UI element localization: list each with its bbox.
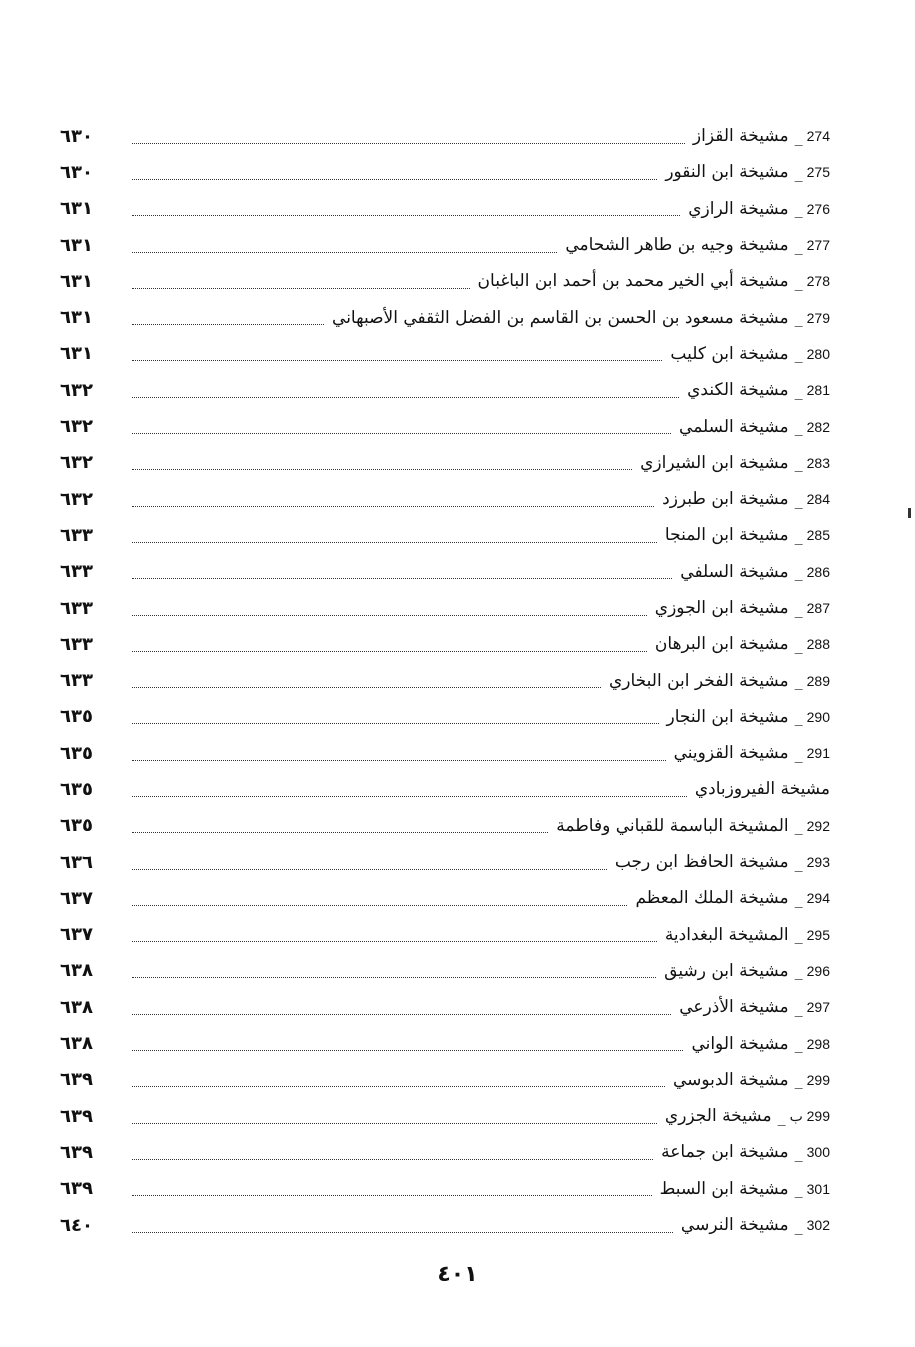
entry-separator: _	[794, 525, 803, 545]
dot-leader	[132, 252, 557, 253]
entry-title: مشيخة القزاز	[692, 126, 789, 147]
entry-number: 293	[806, 854, 830, 871]
entry-page-number: ٦٣٢	[60, 379, 93, 401]
entry-separator: _	[794, 271, 803, 291]
entry-separator: _	[794, 1070, 803, 1090]
entry-title: مشيخة ابن طبرزد	[662, 489, 789, 510]
entry-page-number: ٦٣١	[60, 198, 93, 220]
dot-leader	[132, 1232, 673, 1233]
entry-separator: _	[794, 1142, 803, 1162]
entry-page-number: ٦٣٢	[60, 416, 93, 438]
entry-number: 295	[806, 926, 830, 943]
entry-page-number: ٦٣٥	[60, 706, 93, 728]
entry-title: مشيخة ابن جماعة	[661, 1142, 789, 1163]
entry-title: مشيخة الرازي	[688, 198, 789, 219]
entry-separator: _	[794, 852, 803, 872]
entry-separator: _	[794, 961, 803, 981]
toc-entry	[60, 699, 830, 735]
entry-number: 291	[806, 745, 830, 762]
entry-number: 301	[806, 1180, 830, 1197]
dot-leader	[132, 1195, 652, 1196]
entry-title: مشيخة ابن كليب	[670, 343, 789, 364]
toc-entry	[60, 1171, 830, 1207]
entry-separator: _	[794, 562, 803, 582]
entry-page-number: ٦٣٧	[60, 924, 93, 946]
entry-separator: _	[794, 816, 803, 836]
entry-page-number: ٦٣٥	[60, 815, 93, 837]
entry-title: مشيخة مسعود بن الحسن بن القاسم بن الفضل الثقفي الأصبهاني	[332, 307, 789, 328]
entry-title: مشيخة ابن الشيرازي	[640, 452, 789, 473]
entry-number: 279	[806, 309, 830, 326]
entry-number: 290	[806, 708, 830, 725]
toc-entry	[60, 626, 830, 662]
entry-page-number: ٦٣٣	[60, 561, 93, 583]
toc-entry	[60, 1025, 830, 1061]
entry-title: مشيخة وجيه بن طاهر الشحامي	[565, 235, 789, 256]
entry-title: مشيخة أبي الخير محمد بن أحمد ابن الباغبان	[477, 271, 789, 292]
entry-separator: _	[794, 671, 803, 691]
entry-title: مشيخة ابن النجار	[666, 706, 789, 727]
toc-entry	[60, 154, 830, 190]
entry-number: 292	[806, 817, 830, 834]
entry-title: مشيخة الجزري	[664, 1106, 772, 1127]
toc-entry	[60, 1207, 830, 1243]
toc-entry	[60, 590, 830, 626]
entry-number: 294	[806, 890, 830, 907]
toc-entry	[60, 1062, 830, 1098]
dot-leader	[132, 1014, 671, 1015]
entry-number: 275	[806, 164, 830, 181]
dot-leader	[132, 796, 687, 797]
dot-leader	[132, 288, 470, 289]
entry-separator: _	[794, 1034, 803, 1054]
entry-separator: _	[794, 489, 803, 509]
table-of-contents	[60, 118, 830, 1243]
entry-number: 280	[806, 345, 830, 362]
entry-title: مشيخة النرسي	[680, 1215, 789, 1236]
entry-page-number: ٦٣١	[60, 343, 93, 365]
toc-entry	[60, 808, 830, 844]
entry-page-number: ٦٣٣	[60, 524, 93, 546]
entry-page-number: ٦٣٢	[60, 452, 93, 474]
dot-leader	[132, 651, 647, 652]
entry-page-number: ٦٣٩	[60, 1178, 93, 1200]
entry-number: 300	[806, 1144, 830, 1161]
dot-leader	[132, 578, 672, 579]
entry-number: 286	[806, 563, 830, 580]
entry-page-number: ٦٣٩	[60, 1105, 93, 1127]
entry-separator: _	[794, 344, 803, 364]
entry-number: 277	[806, 237, 830, 254]
entry-page-number: ٦٣٠	[60, 161, 93, 183]
entry-title: مشيخة ابن رشيق	[664, 960, 789, 981]
entry-number: 282	[806, 418, 830, 435]
entry-separator: _	[794, 1179, 803, 1199]
entry-title: المشيخة الباسمة للقباني وفاطمة	[556, 815, 789, 836]
entry-separator: _	[794, 380, 803, 400]
entry-title: مشيخة الكندي	[687, 380, 789, 401]
entry-number: 288	[806, 636, 830, 653]
dot-leader	[132, 215, 680, 216]
entry-number: 299 ب	[789, 1107, 830, 1124]
entry-title: مشيخة الدبوسي	[672, 1069, 789, 1090]
entry-number: 287	[806, 600, 830, 616]
entry-separator: _	[794, 925, 803, 945]
dot-leader	[132, 687, 601, 688]
toc-entry	[60, 1098, 830, 1134]
entry-separator: _	[794, 235, 803, 255]
entry-number: 281	[806, 382, 830, 399]
toc-entry	[60, 299, 830, 335]
entry-separator: _	[794, 199, 803, 219]
entry-number: 274	[806, 128, 830, 145]
entry-number: 299	[806, 1071, 830, 1088]
toc-entry	[60, 118, 830, 154]
entry-number: 283	[806, 454, 830, 471]
entry-separator: _	[777, 1106, 786, 1126]
entry-title: مشيخة ابن البرهان	[654, 634, 789, 655]
entry-separator: _	[794, 888, 803, 908]
entry-separator: _	[794, 417, 803, 437]
toc-entry	[60, 408, 830, 444]
toc-entry	[60, 554, 830, 590]
entry-page-number: ٦٣٣	[60, 597, 93, 619]
entry-title: مشيخة ابن النقور	[665, 162, 789, 183]
toc-entry	[60, 771, 830, 807]
entry-page-number: ٦٣٧	[60, 887, 93, 909]
entry-page-number: ٦٣٥	[60, 778, 93, 800]
entry-title: مشيخة الأذرعي	[679, 997, 789, 1018]
entry-separator: _	[794, 634, 803, 654]
entry-separator: _	[794, 743, 803, 763]
dot-leader	[132, 905, 627, 906]
toc-entry	[60, 662, 830, 698]
dot-leader	[132, 1123, 657, 1124]
entry-page-number: ٦٣٨	[60, 996, 93, 1018]
entry-page-number: ٦٣٩	[60, 1141, 93, 1163]
toc-entry	[60, 989, 830, 1025]
entry-title: مشيخة الفخر ابن البخاري	[608, 670, 789, 691]
dot-leader	[132, 869, 607, 870]
dot-leader	[132, 542, 657, 543]
toc-entry	[60, 1134, 830, 1170]
toc-entry	[60, 917, 830, 953]
entry-title: المشيخة البغدادية	[664, 924, 789, 945]
dot-leader	[132, 723, 659, 724]
toc-entry	[60, 735, 830, 771]
entry-separator: _	[794, 162, 803, 182]
entry-page-number: ٦٣١	[60, 234, 93, 256]
entry-page-number: ٦٣٨	[60, 960, 93, 982]
dot-leader	[132, 433, 671, 434]
entry-number: 276	[806, 200, 830, 217]
entry-page-number: ٦٣٦	[60, 851, 93, 873]
entry-separator: _	[794, 997, 803, 1017]
entry-number: 296	[806, 962, 830, 979]
toc-entry	[60, 372, 830, 408]
toc-entry	[60, 517, 830, 553]
entry-page-number: ٦٣٢	[60, 488, 93, 510]
entry-number: 298	[806, 1035, 830, 1052]
entry-number: 302	[806, 1217, 830, 1234]
dot-leader	[132, 179, 657, 180]
entry-number: 285	[806, 527, 830, 544]
dot-leader	[132, 941, 657, 942]
dot-leader	[132, 615, 647, 616]
entry-title: مشيخة القزويني	[673, 743, 789, 764]
entry-title: مشيخة ابن السبط	[659, 1178, 789, 1199]
toc-entry	[60, 844, 830, 880]
toc-entry	[60, 880, 830, 916]
entry-title: مشيخة السلمي	[679, 416, 789, 437]
entry-number: 289	[806, 672, 830, 689]
entry-title: مشيخة الواني	[691, 1033, 789, 1054]
entry-page-number: ٦٣٣	[60, 633, 93, 655]
entry-separator: _	[794, 308, 803, 328]
dot-leader	[132, 324, 324, 325]
entry-page-number: ٦٣١	[60, 307, 93, 329]
toc-entry	[60, 445, 830, 481]
toc-entry	[60, 191, 830, 227]
entry-page-number: ٦٤٠	[60, 1214, 93, 1236]
entry-title: مشيخة السلفي	[680, 561, 789, 582]
toc-entry	[60, 263, 830, 299]
entry-title: مشيخة الفيروزبادي	[694, 779, 830, 800]
dot-leader	[132, 1086, 665, 1087]
page-number: ٤٠١	[437, 1262, 478, 1287]
entry-number: 284	[806, 491, 830, 508]
entry-title: مشيخة ابن المنجا	[664, 525, 789, 546]
dot-leader	[132, 1050, 683, 1051]
entry-separator: _	[794, 1215, 803, 1235]
toc-entry	[60, 227, 830, 263]
entry-separator: _	[794, 707, 803, 727]
entry-page-number: ٦٣٥	[60, 742, 93, 764]
dot-leader	[132, 760, 666, 761]
dot-leader	[132, 397, 679, 398]
dot-leader	[132, 1159, 653, 1160]
toc-entry	[60, 336, 830, 372]
toc-entry	[60, 481, 830, 517]
entry-page-number: ٦٣٨	[60, 1033, 93, 1055]
entry-number: 278	[806, 273, 830, 290]
entry-separator: _	[794, 453, 803, 473]
dot-leader	[132, 506, 654, 507]
dot-leader	[132, 360, 662, 361]
entry-title: مشيخة ابن الجوزي	[654, 598, 789, 618]
entry-page-number: ٦٣٩	[60, 1069, 93, 1091]
entry-page-number: ٦٣١	[60, 270, 93, 292]
dot-leader	[132, 832, 548, 833]
entry-page-number: ٦٣٣	[60, 670, 93, 692]
entry-title: مشيخة الملك المعظم	[635, 888, 789, 909]
margin-mark	[908, 508, 911, 518]
entry-number: 297	[806, 999, 830, 1016]
dot-leader	[132, 977, 656, 978]
dot-leader	[132, 143, 685, 144]
dot-leader	[132, 469, 632, 470]
entry-page-number: ٦٣٠	[60, 125, 93, 147]
entry-title: مشيخة الحافظ ابن رجب	[614, 852, 789, 873]
toc-entry	[60, 953, 830, 989]
entry-separator: _	[794, 598, 803, 618]
entry-separator: _	[794, 126, 803, 146]
